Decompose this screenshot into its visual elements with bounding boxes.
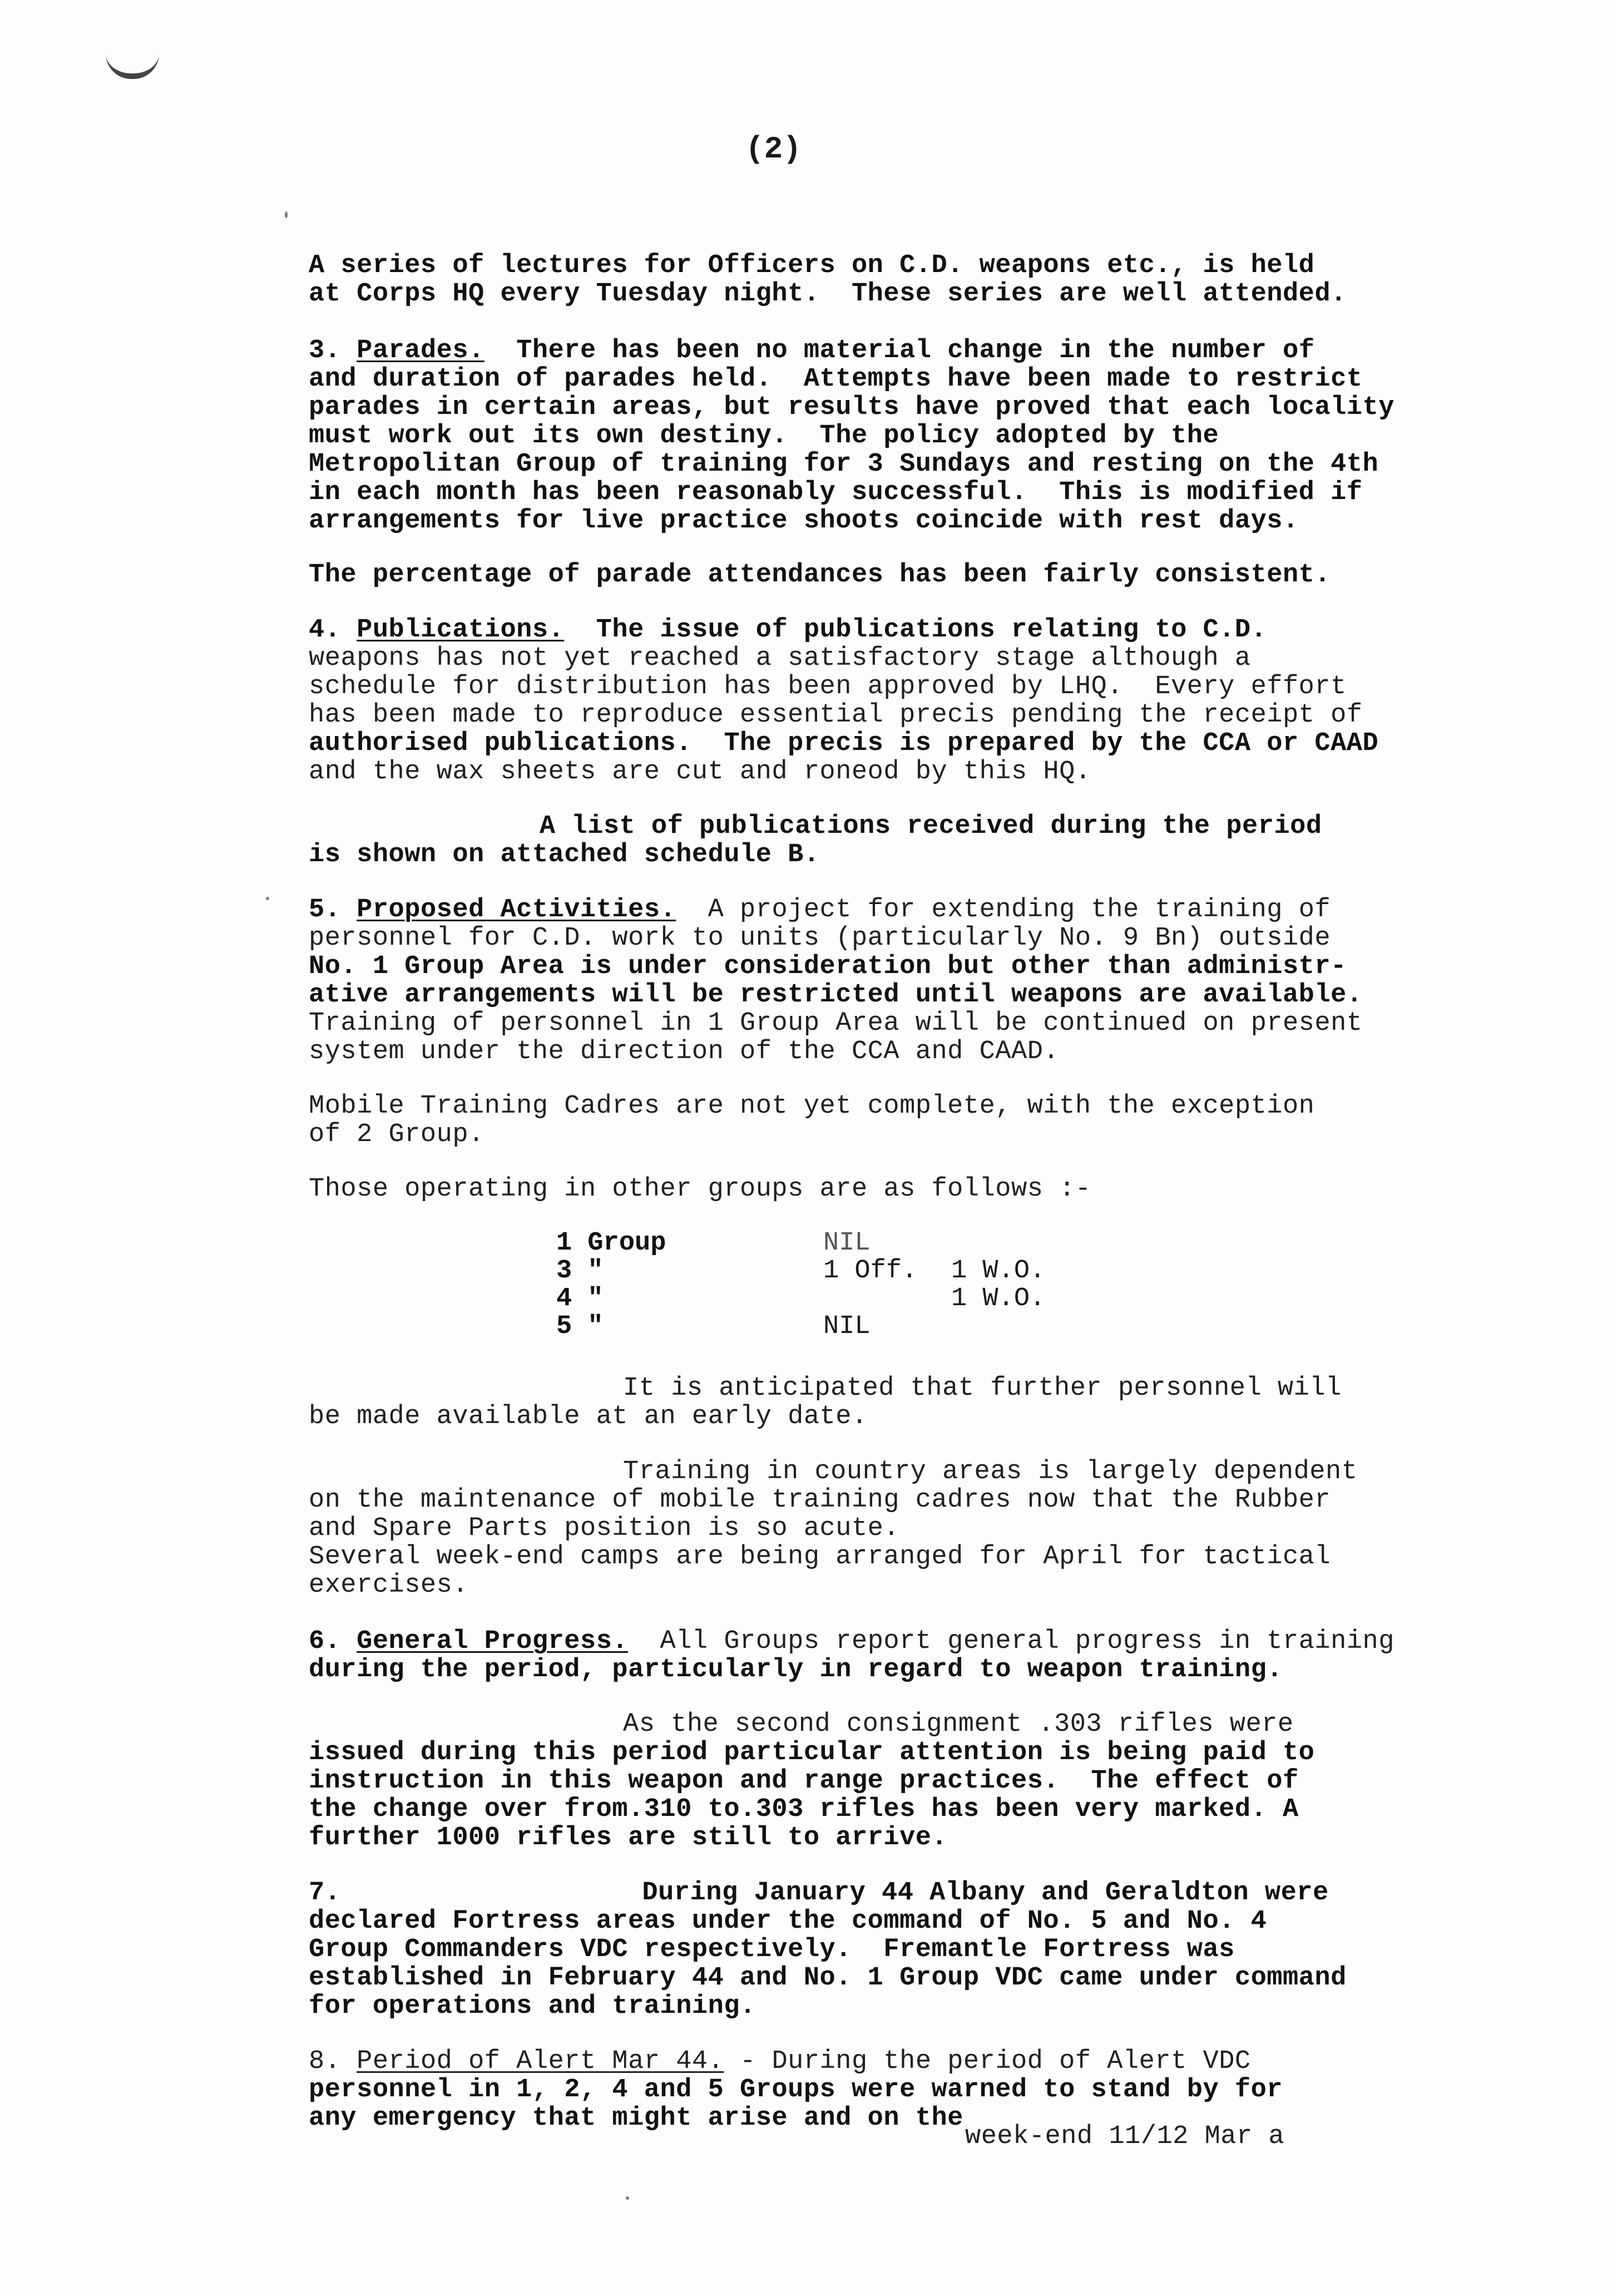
section-text: All Groups report general progress in training [628,1627,1395,1656]
section-3-line: must work out its own destiny. The policy adopted by the [309,421,1219,451]
ink-speck [285,211,288,218]
cadre-table [556,1230,1112,1341]
section-3-line: arrangements for live practice shoots coincide with rest days. [309,506,1299,536]
section-5-paragraph: on the maintenance of mobile training cadres now that the Rubber [309,1485,1331,1515]
cadre-count: 1 W.O. [951,1256,1046,1286]
section-5-paragraph: Training in country areas is largely dependent [623,1457,1358,1487]
section-5-line [309,896,1331,924]
intro-line: at Corps HQ every Tuesday night. These series are well attended. [309,279,1347,309]
cadre-row [556,1285,1112,1313]
section-5-paragraph: and Spare Parts position is so acute. [309,1514,900,1543]
cadre-group: 4 " [556,1284,604,1314]
section-number: 4. [309,615,341,645]
section-3-paragraph: The percentage of parade attendances has been fairly consistent. [309,560,1331,590]
section-6-paragraph: the change over from.310 to.303 rifles has been very marked. A [309,1795,1299,1824]
section-5-line: No. 1 Group Area is under consideration but other than administr- [309,952,1347,981]
intro-line: A series of lectures for Officers on C.D. weapons etc., is held [309,251,1315,280]
section-3-line [309,337,1314,365]
section-4-line: authorised publications. The precis is prepared by the CCA or CAAD [309,729,1379,758]
ink-speck [266,897,269,900]
cadre-count: 1 W.O. [951,1284,1046,1314]
section-6-line: during the period, particularly in regard to weapon training. [309,1655,1283,1685]
section-8-line: any emergency that might arise and on the [309,2104,963,2133]
cadre-row [556,1230,1112,1257]
section-6-paragraph: issued during this period particular attention is being paid to [309,1738,1315,1767]
corner-ink-mark [106,53,159,79]
section-4-line: has been made to reproduce essential precis pending the receipt of [309,700,1363,730]
section-3-line: Metropolitan Group of training for 3 Sundays and resting on the 4th [309,450,1379,479]
cadre-row [556,1257,1112,1285]
section-8-line: week-end 11/12 Mar a [965,2122,1285,2151]
section-5-paragraph: It is anticipated that further personnel will [623,1374,1342,1403]
section-heading: General Progress. [357,1627,629,1656]
cadre-count: NIL [823,1228,871,1258]
section-7-line: established in February 44 and No. 1 Group VDC came under command [309,1963,1347,1993]
section-text: - During the period of Alert VDC [724,2047,1251,2076]
cadre-group: 3 " [556,1256,604,1286]
section-heading: Period of Alert Mar 44. [357,2047,724,2076]
section-5-paragraph: be made available at an early date. [309,1402,868,1431]
section-8-line: personnel in 1, 2, 4 and 5 Groups were warned to stand by for [309,2075,1283,2105]
section-heading: Parades. [357,336,484,366]
section-text: A project for extending the training of [676,895,1331,925]
section-text: During January 44 Albany and Geraldton were [642,1878,1329,1908]
ink-speck [626,2196,629,2200]
section-heading: Proposed Activities. [357,895,676,925]
section-7-line: declared Fortress areas under the command of No. 5 and No. 4 [309,1907,1267,1936]
section-7-line: Group Commanders VDC respectively. Fremantle Fortress was [309,1935,1235,1964]
cadre-count: NIL [823,1312,871,1341]
section-5-paragraph: Several week-end camps are being arranged for April for tactical [309,1542,1331,1572]
section-7-line: for operations and training. [309,1992,756,2021]
cadre-group: 1 Group [556,1228,666,1258]
section-5-paragraph: Those operating in other groups are as follows :- [309,1174,1091,1204]
section-5-paragraph: Mobile Training Cadres are not yet complete, with the exception [309,1092,1315,1121]
section-number: 5. [309,895,341,925]
page-number: (2) [745,131,802,167]
section-5-line: system under the direction of the CCA and CAAD. [309,1037,1060,1066]
cadre-row [556,1313,1112,1341]
section-4-line [309,616,1267,644]
section-4-line: and the wax sheets are cut and roneod by this HQ. [309,757,1091,787]
section-3-line: parades in certain areas, but results have proved that each locality [309,393,1395,422]
section-number: 8. [309,2047,341,2076]
cadre-count: 1 Off. [823,1256,918,1286]
section-5-line: Training of personnel in 1 Group Area will be continued on present [309,1009,1363,1038]
section-text: The issue of publications relating to C.D. [564,615,1267,645]
section-3-line: and duration of parades held. Attempts have been made to restrict [309,364,1363,394]
section-3-line: in each month has been reasonably successful. This is modified if [309,478,1363,507]
section-6-paragraph: As the second consignment .303 rifles were [623,1710,1294,1739]
section-text: There has been no material change in the number of [484,336,1315,366]
section-number: 6. [309,1627,341,1656]
section-6-paragraph: instruction in this weapon and range practices. The effect of [309,1766,1299,1796]
section-6-line [309,1627,1395,1656]
section-4-line: schedule for distribution has been approved by LHQ. Every effort [309,672,1347,702]
section-number: 3. [309,336,341,366]
cadre-group: 5 " [556,1312,604,1341]
section-6-paragraph: further 1000 rifles are still to arrive. [309,1823,948,1853]
section-5-line: ative arrangements will be restricted until weapons are available. [309,980,1363,1010]
section-5-line: personnel for C.D. work to units (particularly No. 9 Bn) outside [309,924,1331,953]
section-4-line: weapons has not yet reached a satisfactory stage although a [309,644,1251,673]
section-4-paragraph: A list of publications received during the period [540,812,1322,841]
section-4-paragraph: is shown on attached schedule B. [309,840,820,870]
section-heading: Publications. [357,615,565,645]
section-7-line [309,1879,1329,1907]
section-8-line [309,2047,1251,2076]
section-number: 7. [309,1878,341,1908]
section-5-paragraph: exercises. [309,1571,469,1600]
section-5-paragraph: of 2 Group. [309,1120,484,1149]
